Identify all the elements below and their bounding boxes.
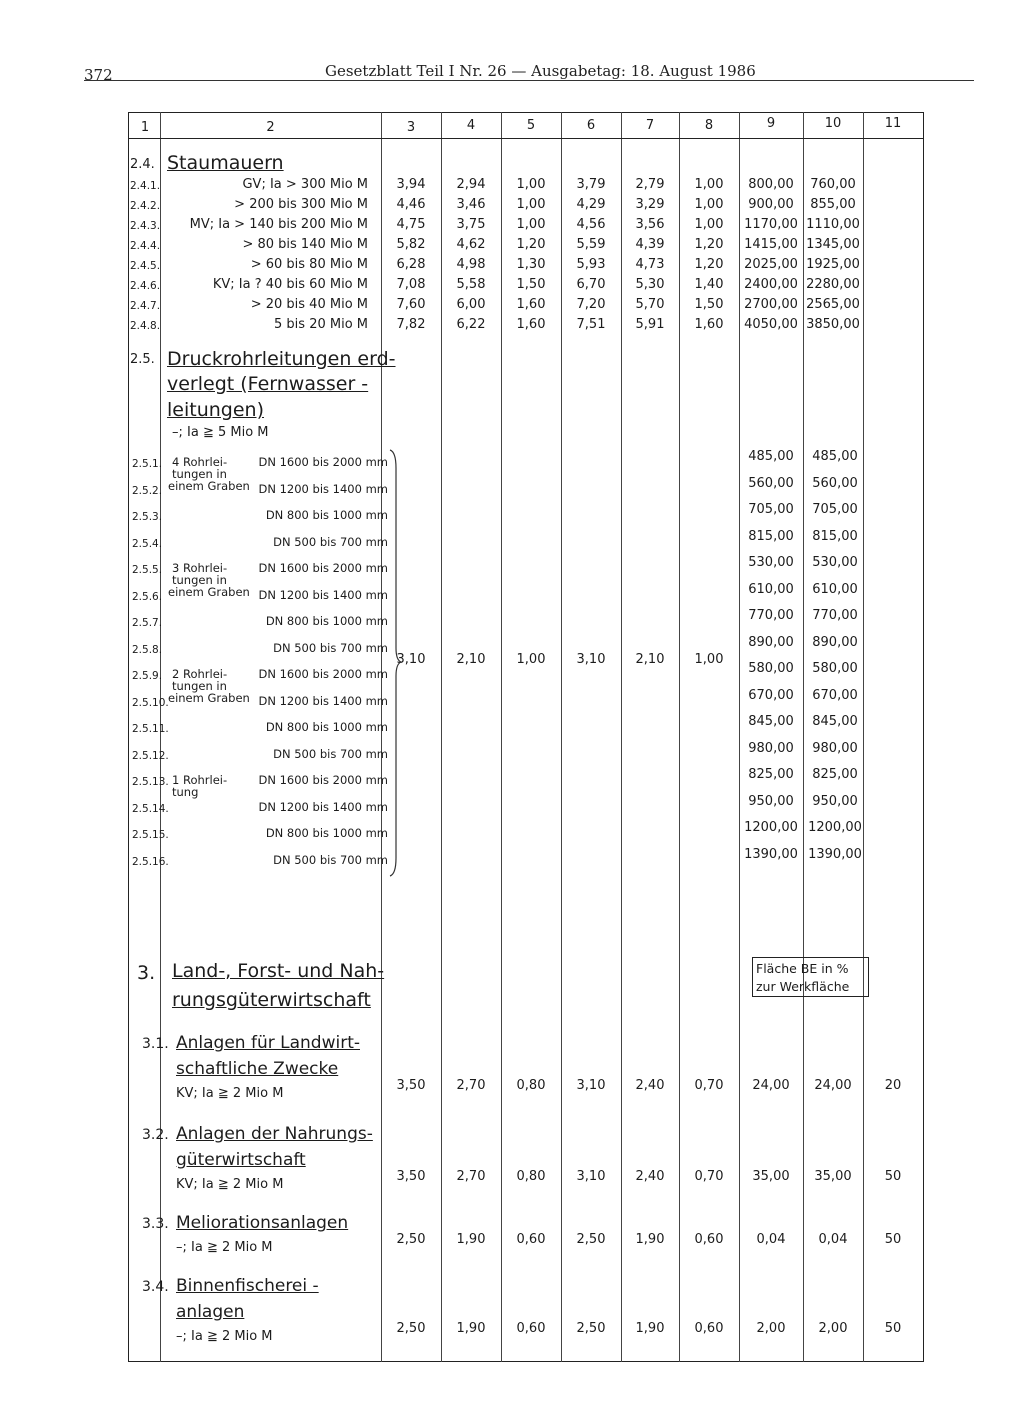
cell-value: 1200,00 (744, 820, 798, 835)
cell-value: 0,60 (516, 1232, 546, 1247)
cell-value: 1,60 (516, 317, 546, 332)
cell-value: 1390,00 (744, 847, 798, 862)
pipe-group-label: tungen in (172, 679, 227, 693)
cell-value: 5,58 (456, 277, 486, 292)
cell-value: 4,56 (576, 217, 606, 232)
header-rule (84, 80, 974, 81)
cell-value: 0,70 (694, 1078, 724, 1093)
cell-value: 2,50 (576, 1232, 606, 1247)
pipe-diameter: DN 500 bis 700 mm (273, 641, 388, 655)
pipe-diameter: DN 800 bis 1000 mm (265, 508, 388, 522)
cell-value: 890,00 (748, 635, 794, 650)
cell-value: 50 (884, 1232, 902, 1247)
pipe-diameter: DN 500 bis 700 mm (273, 535, 388, 549)
col-header: 9 (766, 116, 776, 131)
pipe-group-label: tungen in (172, 467, 227, 481)
item-number: 3.2. (142, 1127, 169, 1143)
cell-value: 4,46 (396, 197, 426, 212)
cell-value: 0,04 (756, 1232, 786, 1247)
item-title-line: Anlagen für Landwirt- (176, 1033, 360, 1053)
cell-value: 2,00 (818, 1321, 848, 1336)
cell-value: 670,00 (748, 688, 794, 703)
cell-value: 2025,00 (744, 257, 798, 272)
row-number: 2.5.9. (132, 670, 163, 682)
cell-value: 4,29 (576, 197, 606, 212)
cell-value: 1170,00 (744, 217, 798, 232)
col-header: 5 (526, 118, 536, 133)
col-divider (160, 112, 161, 1362)
cell-value: 815,00 (748, 529, 794, 544)
pipe-diameter: DN 1600 bis 2000 mm (258, 561, 388, 575)
row-number: 2.5.10. (132, 697, 169, 709)
cell-value: 4,75 (396, 217, 426, 232)
item-subtitle: KV; Ia ≧ 2 Mio M (176, 1177, 284, 1192)
cell-value: 760,00 (810, 177, 856, 192)
cell-value: 35,00 (752, 1169, 790, 1184)
pipe-group-label: 2 Rohrlei- (172, 667, 228, 681)
section-title: Staumauern (167, 152, 284, 174)
row-number: 2.4.8. (130, 320, 161, 332)
item-title-line: güterwirtschaft (176, 1150, 306, 1170)
cell-value: 5,30 (635, 277, 665, 292)
item-subtitle: –; Ia ≧ 2 Mio M (176, 1329, 273, 1344)
cell-value: 1,00 (694, 177, 724, 192)
cell-value: 0,04 (818, 1232, 848, 1247)
item-title-line: Binnenfischerei - (176, 1276, 319, 1296)
row-number: 2.5.7. (132, 617, 163, 629)
cell-value: 1,20 (516, 237, 546, 252)
cell-value: 3,94 (396, 177, 426, 192)
cell-value: 5,91 (635, 317, 665, 332)
column-note-line: zur Werkfläche (756, 979, 850, 994)
col-header: 10 (824, 116, 842, 131)
cell-value: 4050,00 (744, 317, 798, 332)
pipe-group-label: 3 Rohrlei- (172, 561, 228, 575)
cell-value: 4,73 (635, 257, 665, 272)
column-note-line: Fläche BE in % (756, 961, 849, 976)
cell-value: 580,00 (748, 661, 794, 676)
row-number: 2.5.8. (132, 644, 163, 656)
row-description: 5 bis 20 Mio M (274, 317, 368, 332)
cell-value: 0,60 (516, 1321, 546, 1336)
cell-value: 6,28 (396, 257, 426, 272)
cell-value: 800,00 (748, 177, 794, 192)
row-number: 2.5.16. (132, 856, 169, 868)
row-number: 2.4.6. (130, 280, 161, 292)
cell-value: 24,00 (752, 1078, 790, 1093)
cell-value: 845,00 (812, 714, 858, 729)
cell-value: 2,50 (576, 1321, 606, 1336)
cell-value: 3,46 (456, 197, 486, 212)
pipe-diameter: DN 500 bis 700 mm (273, 853, 388, 867)
cell-value: 2,94 (456, 177, 486, 192)
row-number: 2.4.1. (130, 180, 161, 192)
row-number: 2.5.15. (132, 829, 169, 841)
pipe-diameter: DN 1200 bis 1400 mm (258, 694, 388, 708)
row-number: 2.5.11. (132, 723, 169, 735)
section-title-line: rungsgüterwirtschaft (172, 989, 371, 1011)
cell-value: 705,00 (748, 502, 794, 517)
item-number: 3.1. (142, 1036, 169, 1052)
cell-value: 2,40 (635, 1169, 665, 1184)
cell-value: 6,22 (456, 317, 486, 332)
cell-value: 3,10 (396, 652, 426, 667)
cell-value: 2,40 (635, 1078, 665, 1093)
pipe-group-label: tung (172, 785, 199, 799)
pipe-diameter: DN 500 bis 700 mm (273, 747, 388, 761)
pipe-group-label: einem Graben (168, 585, 250, 599)
cell-value: 770,00 (812, 608, 858, 623)
cell-value: 610,00 (812, 582, 858, 597)
cell-value: 5,93 (576, 257, 606, 272)
cell-value: 825,00 (748, 767, 794, 782)
row-description: > 200 bis 300 Mio M (234, 197, 368, 212)
cell-value: 1,40 (694, 277, 724, 292)
cell-value: 485,00 (812, 449, 858, 464)
item-number: 3.3. (142, 1216, 169, 1232)
row-number: 2.4.2. (130, 200, 161, 212)
cell-value: 1,20 (694, 257, 724, 272)
cell-value: 4,39 (635, 237, 665, 252)
cell-value: 2700,00 (744, 297, 798, 312)
cell-value: 950,00 (812, 794, 858, 809)
pipe-group-label: 1 Rohrlei- (172, 773, 228, 787)
row-number: 2.5.1. (132, 458, 163, 470)
cell-value: 1,90 (635, 1232, 665, 1247)
cell-value: 7,51 (576, 317, 606, 332)
cell-value: 530,00 (748, 555, 794, 570)
cell-value: 7,82 (396, 317, 426, 332)
cell-value: 900,00 (748, 197, 794, 212)
row-number: 2.5.6. (132, 591, 163, 603)
cell-value: 2,00 (756, 1321, 786, 1336)
cell-value: 530,00 (812, 555, 858, 570)
cell-value: 815,00 (812, 529, 858, 544)
cell-value: 3,56 (635, 217, 665, 232)
cell-value: 1,60 (694, 317, 724, 332)
cell-value: 1,00 (516, 177, 546, 192)
pipe-group-label: tungen in (172, 573, 227, 587)
section-subtitle: –; Ia ≧ 5 Mio M (172, 425, 269, 440)
brace-icon (388, 448, 402, 878)
pipe-diameter: DN 1600 bis 2000 mm (258, 455, 388, 469)
item-subtitle: KV; Ia ≧ 2 Mio M (176, 1086, 284, 1101)
row-description: > 80 bis 140 Mio M (242, 237, 368, 252)
cell-value: 0,60 (694, 1232, 724, 1247)
cell-value: 1390,00 (808, 847, 862, 862)
cell-value: 1345,00 (806, 237, 860, 252)
col-header: 1 (140, 120, 150, 135)
cell-value: 890,00 (812, 635, 858, 650)
section-title-line: Druckrohrleitungen erd- (167, 348, 396, 370)
cell-value: 1110,00 (806, 217, 860, 232)
cell-value: 2,79 (635, 177, 665, 192)
item-title-line: Meliorationsanlagen (176, 1213, 349, 1233)
cell-value: 3,10 (576, 652, 606, 667)
cell-value: 560,00 (812, 476, 858, 491)
cell-value: 35,00 (814, 1169, 852, 1184)
section-number: 2.5. (130, 352, 155, 367)
cell-value: 2280,00 (806, 277, 860, 292)
cell-value: 50 (884, 1321, 902, 1336)
item-title-line: anlagen (176, 1302, 245, 1322)
col-header: 3 (406, 120, 416, 135)
section-title-line: Land-, Forst- und Nah- (172, 960, 385, 982)
cell-value: 1,00 (516, 197, 546, 212)
cell-value: 5,70 (635, 297, 665, 312)
cell-value: 2,70 (456, 1078, 486, 1093)
col-header: 2 (266, 120, 275, 135)
pipe-diameter: DN 800 bis 1000 mm (265, 720, 388, 734)
section-title-line: verlegt (Fernwasser - (167, 373, 369, 395)
col-header: 11 (884, 116, 902, 131)
row-number: 2.5.3. (132, 511, 163, 523)
cell-value: 1,90 (635, 1321, 665, 1336)
row-description: KV; Ia ? 40 bis 60 Mio M (212, 277, 368, 292)
cell-value: 670,00 (812, 688, 858, 703)
cell-value: 50 (884, 1169, 902, 1184)
item-title-line: Anlagen der Nahrungs- (176, 1124, 373, 1144)
cell-value: 4,98 (456, 257, 486, 272)
pipe-group-label: einem Graben (168, 691, 250, 705)
col-header: 4 (466, 118, 476, 133)
page-title: Gesetzblatt Teil I Nr. 26 — Ausgabetag: 18. August 1986 (325, 62, 756, 80)
pipe-diameter: DN 1200 bis 1400 mm (258, 588, 388, 602)
pipe-diameter: DN 1600 bis 2000 mm (258, 667, 388, 681)
cell-value: 2400,00 (744, 277, 798, 292)
cell-value: 1,50 (516, 277, 546, 292)
cell-value: 1,00 (694, 652, 724, 667)
row-description: > 20 bis 40 Mio M (250, 297, 368, 312)
cell-value: 825,00 (812, 767, 858, 782)
cell-value: 845,00 (748, 714, 794, 729)
cell-value: 3,10 (576, 1078, 606, 1093)
item-number: 3.4. (142, 1279, 169, 1295)
pipe-diameter: DN 1200 bis 1400 mm (258, 482, 388, 496)
row-description: > 60 bis 80 Mio M (250, 257, 368, 272)
section-number: 3. (137, 962, 156, 984)
col-header: 7 (645, 118, 655, 133)
item-title-line: schaftliche Zwecke (176, 1059, 339, 1079)
row-description: MV; Ia > 140 bis 200 Mio M (189, 217, 368, 232)
cell-value: 1,20 (694, 237, 724, 252)
cell-value: 950,00 (748, 794, 794, 809)
cell-value: 1200,00 (808, 820, 862, 835)
cell-value: 2,50 (396, 1321, 426, 1336)
cell-value: 6,00 (456, 297, 486, 312)
row-number: 2.5.13. (132, 776, 169, 788)
cell-value: 7,20 (576, 297, 606, 312)
row-number: 2.4.5. (130, 260, 161, 272)
cell-value: 7,08 (396, 277, 426, 292)
cell-value: 705,00 (812, 502, 858, 517)
cell-value: 2,70 (456, 1169, 486, 1184)
pipe-group-label: einem Graben (168, 479, 250, 493)
cell-value: 20 (884, 1078, 902, 1093)
row-number: 2.4.7. (130, 300, 161, 312)
cell-value: 485,00 (748, 449, 794, 464)
cell-value: 1,90 (456, 1232, 486, 1247)
pipe-diameter: DN 1600 bis 2000 mm (258, 773, 388, 787)
column-note-box (752, 957, 869, 997)
row-number: 2.4.4. (130, 240, 161, 252)
section-number: 2.4. (130, 157, 155, 172)
cell-value: 580,00 (812, 661, 858, 676)
cell-value: 0,80 (516, 1078, 546, 1093)
cell-value: 3,79 (576, 177, 606, 192)
row-description: GV; Ia > 300 Mio M (242, 177, 368, 192)
cell-value: 1,60 (516, 297, 546, 312)
cell-value: 3,50 (396, 1169, 426, 1184)
cell-value: 3,50 (396, 1078, 426, 1093)
col-divider (739, 112, 740, 1362)
cell-value: 0,60 (694, 1321, 724, 1336)
row-number: 2.5.5. (132, 564, 163, 576)
cell-value: 3850,00 (806, 317, 860, 332)
item-subtitle: –; Ia ≧ 2 Mio M (176, 1240, 273, 1255)
cell-value: 3,75 (456, 217, 486, 232)
cell-value: 6,70 (576, 277, 606, 292)
cell-value: 770,00 (748, 608, 794, 623)
cell-value: 1,30 (516, 257, 546, 272)
row-number: 2.5.2. (132, 485, 163, 497)
cell-value: 1,00 (694, 217, 724, 232)
cell-value: 5,82 (396, 237, 426, 252)
cell-value: 24,00 (814, 1078, 852, 1093)
cell-value: 7,60 (396, 297, 426, 312)
pipe-diameter: DN 800 bis 1000 mm (265, 614, 388, 628)
cell-value: 2,50 (396, 1232, 426, 1247)
cell-value: 980,00 (812, 741, 858, 756)
cell-value: 1,50 (694, 297, 724, 312)
cell-value: 855,00 (810, 197, 856, 212)
cell-value: 1,90 (456, 1321, 486, 1336)
cell-value: 980,00 (748, 741, 794, 756)
cell-value: 2,10 (456, 652, 486, 667)
cell-value: 1,00 (516, 217, 546, 232)
header-row-rule (128, 138, 924, 139)
cell-value: 3,10 (576, 1169, 606, 1184)
pipe-group-label: 4 Rohrlei- (172, 455, 228, 469)
col-header: 6 (586, 118, 596, 133)
cell-value: 1415,00 (744, 237, 798, 252)
pipe-diameter: DN 800 bis 1000 mm (265, 826, 388, 840)
cell-value: 5,59 (576, 237, 606, 252)
cell-value: 4,62 (456, 237, 486, 252)
pipe-diameter: DN 1200 bis 1400 mm (258, 800, 388, 814)
cell-value: 610,00 (748, 582, 794, 597)
cell-value: 560,00 (748, 476, 794, 491)
cell-value: 1925,00 (806, 257, 860, 272)
cell-value: 1,00 (694, 197, 724, 212)
row-number: 2.5.12. (132, 750, 169, 762)
cell-value: 1,00 (516, 652, 546, 667)
row-number: 2.5.14. (132, 803, 169, 815)
row-number: 2.4.3. (130, 220, 161, 232)
page-number: 372 (84, 66, 113, 84)
cell-value: 2565,00 (806, 297, 860, 312)
cell-value: 2,10 (635, 652, 665, 667)
col-header: 8 (704, 118, 714, 133)
cell-value: 0,70 (694, 1169, 724, 1184)
row-number: 2.5.4. (132, 538, 163, 550)
cell-value: 3,29 (635, 197, 665, 212)
cell-value: 0,80 (516, 1169, 546, 1184)
section-title-line: leitungen) (167, 399, 264, 421)
